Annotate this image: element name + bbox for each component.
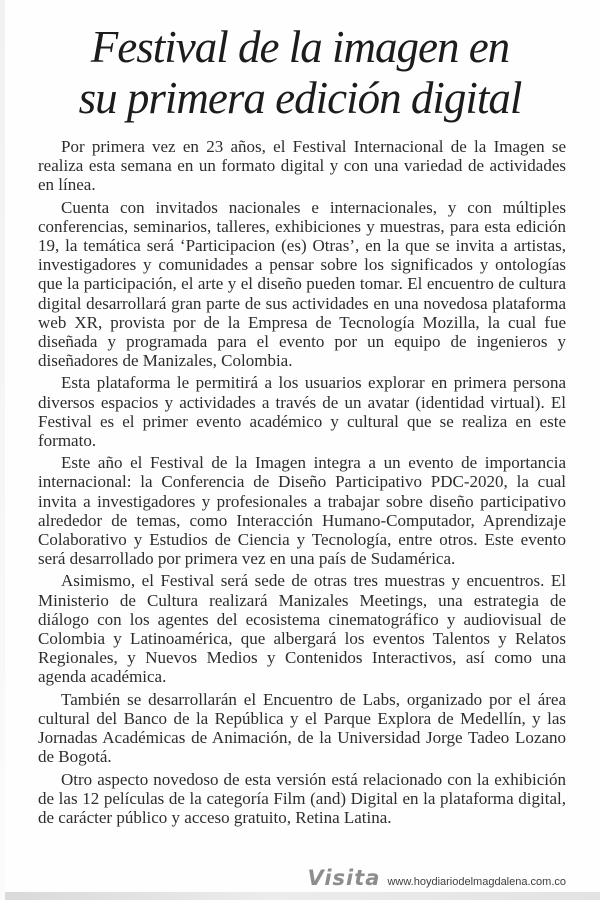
newspaper-url: www.hoydiariodelmagdalena.com.co: [387, 876, 566, 888]
article-paragraph: Asimismo, el Festival será sede de otras tres muestras y encuentros. El Ministerio de Cultura realizará Manizales Meetings, una estrategia de diálogo con los agentes del ecosistema cinematográfico y audiovisual de Colombia y Latinoamérica, que albergará los eventos Talentos y Relatos Regionales, y Nuevos Medios y Contenidos Interactivos, así como una agenda académica.: [38, 571, 566, 687]
article-paragraph: Esta plataforma le permitirá a los usuarios explorar en primera persona diversos espacios y actividades a través de un avatar (identidad virtual). El Festival es el primer evento académico y cultural que se realiza en este formato.: [38, 373, 566, 451]
article-paragraph: Este año el Festival de la Imagen integra a un evento de importancia internacional: la Conferencia de Diseño Participativo PDC-2020, la cual invita a investigadores y profesionales a trabajar sobre diseño participativo alrededor de temas, como Interacción Humano-Computador, Aprendizaje Colaborativo y Estudios de Ciencia y Tecnología, entre otros. Este evento será desarrollado por primera vez en una país de Sudamérica.: [38, 453, 566, 569]
page-bottom-scan-edge: [0, 892, 600, 900]
article-paragraph: Cuenta con invitados nacionales e internacionales, y con múltiples conferencias, seminarios, talleres, exhibiciones y muestras, para esta edición 19, la temática será ‘Participacion (es) Otras’, en la que se invita a artistas, investigadores y comunidades a pensar sobre los significados y ontologías que la participación, el arte y el diseño pueden tomar. El encuentro de cultura digital desarrollará gran parte de sus actividades en una novedosa plataforma web XR, provista por de la Empresa de Tecnología Mozilla, la cual fue diseñada y programada para el evento por un equipo de ingenieros y diseñadores de Manizales, Colombia.: [38, 197, 566, 371]
article-paragraph: También se desarrollarán el Encuentro de Labs, organizado por el área cultural del Banco de la República y el Parque Explora de Medellín, y las Jornadas Académicas de Animación, de la Universidad Jorge Tadeo Lozano de Bogotá.: [38, 689, 566, 767]
title-line-1: Festival de la imagen en: [90, 22, 510, 72]
article-body: [38, 137, 566, 827]
title-line-2: su primera edición digital: [78, 73, 522, 123]
footer: [307, 866, 566, 890]
page-left-scan-edge: [0, 0, 5, 900]
article-paragraph: Otro aspecto novedoso de esta versión está relacionado con la exhibición de las 12 películas de la categoría Film (and) Digital en la plataforma digital, de carácter público y acceso gratuito, Retina Latina.: [38, 769, 566, 827]
article-paragraph: Por primera vez en 23 años, el Festival Internacional de la Imagen se realiza esta semana en un formato digital y con una variedad de actividades en línea.: [38, 137, 566, 195]
visita-label: Visita: [307, 866, 381, 890]
article-title: [28, 22, 572, 124]
